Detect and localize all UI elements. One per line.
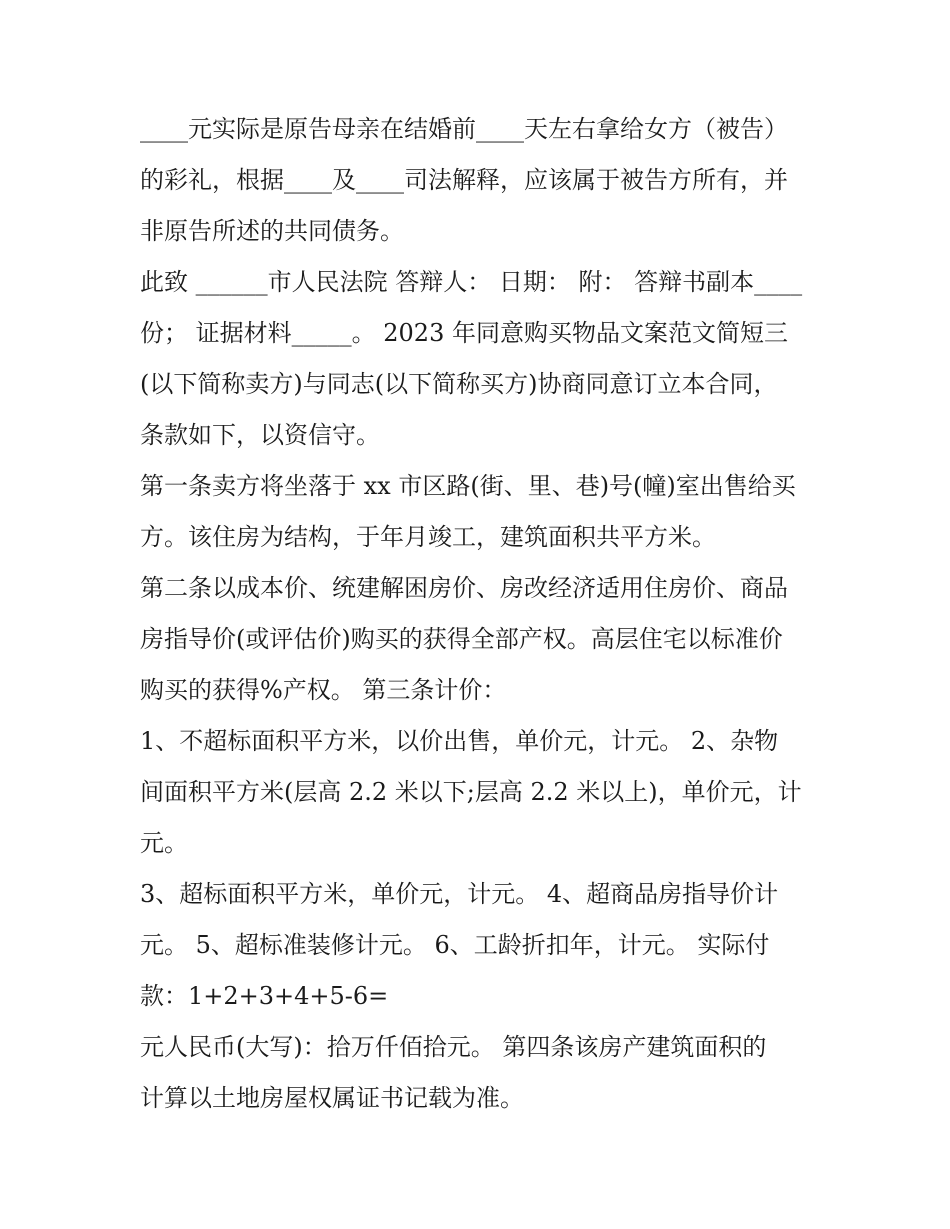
text-line: 方。该住房为结构，于年月竣工，建筑面积共平方米。 — [140, 523, 716, 551]
text-line: 元。 5、超标准装修计元。 6、工龄折扣年，计元。 实际付 — [140, 931, 770, 959]
text-line: 元人民币(大写)：拾万仟佰拾元。 第四条该房产建筑面积的 — [140, 1033, 767, 1061]
text-line: 间面积平方米(层高 2.2 米以下;层高 2.2 米以上)，单价元，计 — [140, 778, 802, 806]
text-line: 条款如下，以资信守。 — [140, 421, 380, 449]
text-line: 3、超标面积平方米，单价元，计元。 4、超商品房指导价计 — [140, 880, 779, 908]
text-line: 购买的获得%产权。 第三条计价： — [140, 676, 507, 704]
document-body — [140, 104, 820, 1124]
text-line: 第二条以成本价、统建解困房价、房改经济适用住房价、商品 — [140, 574, 788, 602]
text-line: 非原告所述的共同债务。 — [140, 217, 404, 245]
text-line: ____元实际是原告母亲在结婚前____天左右拿给女方（被告） — [140, 115, 788, 143]
text-line: 元。 — [140, 829, 188, 857]
text-line: 份； 证据材料_____。 2023 年同意购买物品文案范文简短三 — [140, 319, 788, 347]
text-line: 房指导价(或评估价)购买的获得全部产权。高层住宅以标准价 — [140, 625, 783, 653]
text-line: 计算以土地房屋权属证书记载为准。 — [140, 1084, 524, 1112]
text-line: 第一条卖方将坐落于 xx 市区路(街、里、巷)号(幢)室出售给买 — [140, 472, 796, 500]
text-line: 1、不超标面积平方米，以价出售，单价元，计元。 2、杂物 — [140, 727, 779, 755]
text-line: 的彩礼，根据____及____司法解释，应该属于被告方所有，并 — [140, 166, 788, 194]
text-line: (以下简称卖方)与同志(以下简称买方)协商同意订立本合同， — [140, 370, 778, 398]
text-line: 此致 ______市人民法院 答辩人： 日期： 附： 答辩书副本____ — [140, 268, 803, 296]
text-line: 款：1+2+3+4+5-6= — [140, 982, 389, 1010]
